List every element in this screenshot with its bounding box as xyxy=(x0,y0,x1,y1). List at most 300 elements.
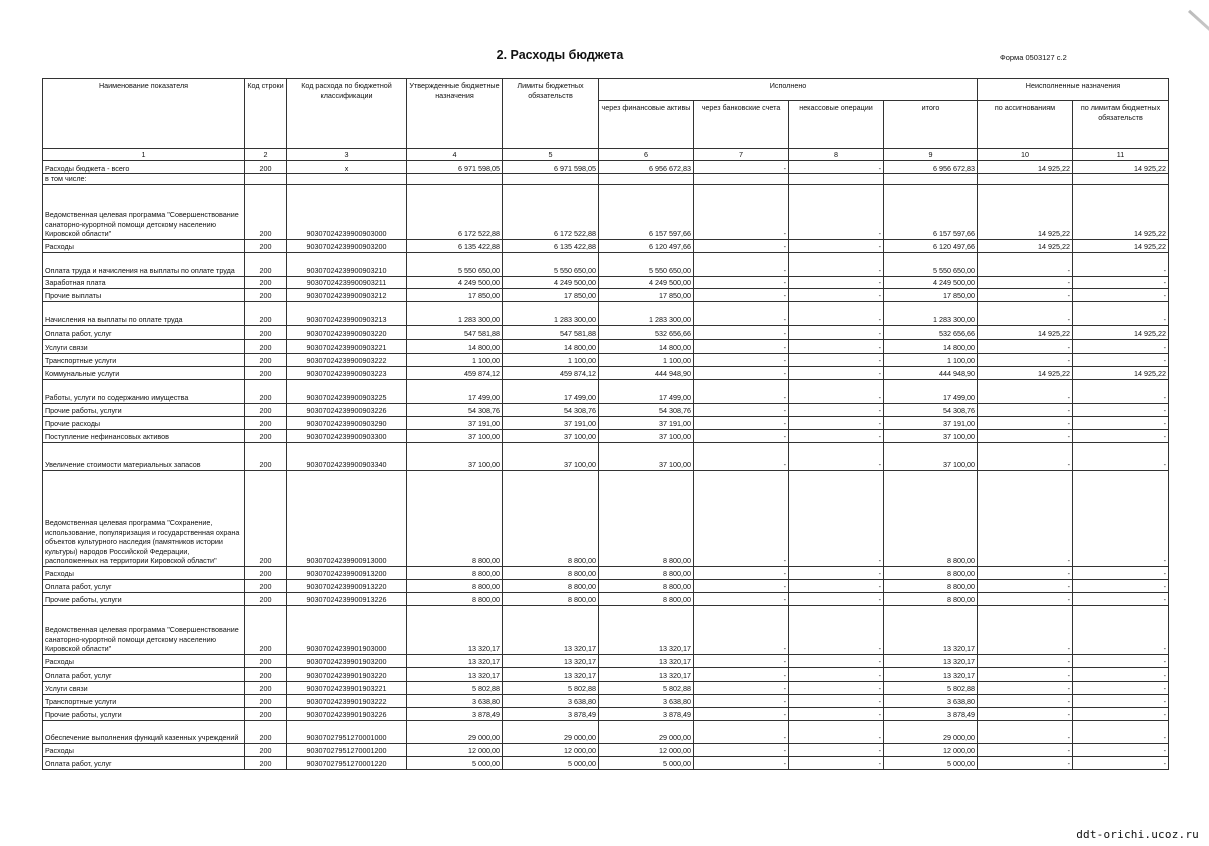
col-number: 2 xyxy=(245,149,287,161)
row-exec-bank: - xyxy=(694,252,789,276)
row-exec-bank: - xyxy=(694,161,789,174)
row-unexec-limits: - xyxy=(1073,252,1169,276)
row-budget-code: 90307024239900903212 xyxy=(287,288,407,301)
row-code: 200 xyxy=(245,252,287,276)
row-exec-total: 6 157 597,66 xyxy=(884,184,978,239)
row-limits: 4 249 500,00 xyxy=(503,276,599,288)
row-exec-total: 37 100,00 xyxy=(884,442,978,470)
row-unexec-limits: - xyxy=(1073,743,1169,756)
row-limits: 37 191,00 xyxy=(503,416,599,429)
row-exec-noncash: - xyxy=(789,252,884,276)
row-exec-fin: 8 800,00 xyxy=(599,470,694,566)
row-budget-code: 90307024239900913226 xyxy=(287,592,407,605)
row-code: 200 xyxy=(245,756,287,769)
row-code: 200 xyxy=(245,592,287,605)
row-exec-bank: - xyxy=(694,756,789,769)
row-approved xyxy=(407,174,503,185)
row-exec-fin: 1 283 300,00 xyxy=(599,301,694,325)
row-exec-noncash: - xyxy=(789,756,884,769)
row-limits: 13 320,17 xyxy=(503,667,599,681)
row-exec-fin: 532 656,66 xyxy=(599,325,694,339)
row-code: 200 xyxy=(245,276,287,288)
row-approved: 5 000,00 xyxy=(407,756,503,769)
row-approved: 37 100,00 xyxy=(407,442,503,470)
row-exec-total: 8 800,00 xyxy=(884,566,978,579)
row-budget-code: 90307024239901903000 xyxy=(287,605,407,654)
row-budget-code: 90307024239900903211 xyxy=(287,276,407,288)
row-unexec-limits: - xyxy=(1073,694,1169,707)
row-exec-fin: 5 550 650,00 xyxy=(599,252,694,276)
row-limits: 5 550 650,00 xyxy=(503,252,599,276)
row-unexec-limits: - xyxy=(1073,403,1169,416)
row-exec-noncash: - xyxy=(789,707,884,720)
row-budget-code: x xyxy=(287,161,407,174)
row-unexec-limits: - xyxy=(1073,288,1169,301)
row-exec-fin: 13 320,17 xyxy=(599,667,694,681)
row-exec-fin: 3 638,80 xyxy=(599,694,694,707)
row-exec-noncash: - xyxy=(789,416,884,429)
row-name: Прочие работы, услуги xyxy=(43,592,245,605)
row-code: 200 xyxy=(245,288,287,301)
row-exec-noncash: - xyxy=(789,654,884,667)
row-limits: 5 000,00 xyxy=(503,756,599,769)
table-row xyxy=(43,301,1169,325)
col-number: 10 xyxy=(978,149,1073,161)
row-budget-code: 90307024239900913000 xyxy=(287,470,407,566)
row-unexec-assign: - xyxy=(978,694,1073,707)
row-approved: 17 850,00 xyxy=(407,288,503,301)
row-exec-total: 8 800,00 xyxy=(884,592,978,605)
row-name: Расходы бюджета - всего xyxy=(43,161,245,174)
row-limits: 459 874,12 xyxy=(503,366,599,379)
row-exec-total: 1 100,00 xyxy=(884,353,978,366)
table-row xyxy=(43,667,1169,681)
row-code: 200 xyxy=(245,654,287,667)
row-limits: 29 000,00 xyxy=(503,720,599,743)
row-unexec-limits: - xyxy=(1073,416,1169,429)
row-exec-noncash: - xyxy=(789,161,884,174)
row-unexec-limits: - xyxy=(1073,276,1169,288)
row-exec-fin: 6 120 497,66 xyxy=(599,239,694,252)
row-approved: 547 581,88 xyxy=(407,325,503,339)
row-budget-code: 90307024239900903000 xyxy=(287,184,407,239)
row-unexec-limits: 14 925,22 xyxy=(1073,239,1169,252)
row-unexec-assign: - xyxy=(978,301,1073,325)
col-number: 5 xyxy=(503,149,599,161)
row-budget-code: 90307027951270001220 xyxy=(287,756,407,769)
row-budget-code: 90307024239901903226 xyxy=(287,707,407,720)
col-number: 4 xyxy=(407,149,503,161)
row-approved: 8 800,00 xyxy=(407,470,503,566)
row-exec-fin: 6 956 672,83 xyxy=(599,161,694,174)
row-exec-noncash: - xyxy=(789,403,884,416)
row-unexec-assign: 14 925,22 xyxy=(978,184,1073,239)
row-exec-bank: - xyxy=(694,654,789,667)
table-row xyxy=(43,339,1169,353)
table-row xyxy=(43,353,1169,366)
row-budget-code: 90307024239900903340 xyxy=(287,442,407,470)
row-budget-code: 90307024239900903222 xyxy=(287,353,407,366)
table-row xyxy=(43,681,1169,694)
row-name: Начисления на выплаты по оплате труда xyxy=(43,301,245,325)
row-budget-code: 90307027951270001200 xyxy=(287,743,407,756)
row-exec-total: 3 878,49 xyxy=(884,707,978,720)
row-exec-total: 17 499,00 xyxy=(884,379,978,403)
row-exec-bank: - xyxy=(694,276,789,288)
row-unexec-limits: - xyxy=(1073,720,1169,743)
row-unexec-assign: - xyxy=(978,720,1073,743)
row-code: 200 xyxy=(245,470,287,566)
row-approved: 6 971 598,05 xyxy=(407,161,503,174)
row-limits: 5 802,88 xyxy=(503,681,599,694)
row-exec-fin: 29 000,00 xyxy=(599,720,694,743)
col-number: 7 xyxy=(694,149,789,161)
row-unexec-assign: - xyxy=(978,743,1073,756)
row-exec-bank: - xyxy=(694,720,789,743)
row-limits: 8 800,00 xyxy=(503,566,599,579)
header-approved: Утвержденные бюджетные назначения xyxy=(407,79,503,149)
row-exec-noncash: - xyxy=(789,720,884,743)
row-budget-code: 90307024239900903220 xyxy=(287,325,407,339)
row-unexec-limits: - xyxy=(1073,681,1169,694)
row-name: Транспортные услуги xyxy=(43,694,245,707)
row-name: Обеспечение выполнения функций казенных учреждений xyxy=(43,720,245,743)
table-row xyxy=(43,184,1169,239)
table-row xyxy=(43,325,1169,339)
row-name: Увеличение стоимости материальных запасов xyxy=(43,442,245,470)
row-budget-code: 90307024239900903210 xyxy=(287,252,407,276)
table-row xyxy=(43,174,1169,185)
row-approved: 37 100,00 xyxy=(407,429,503,442)
table-row xyxy=(43,566,1169,579)
scan-artifact xyxy=(1188,10,1209,86)
header-name: Наименование показателя xyxy=(43,79,245,149)
row-budget-code: 90307024239901903200 xyxy=(287,654,407,667)
row-limits: 3 878,49 xyxy=(503,707,599,720)
row-name: Прочие выплаты xyxy=(43,288,245,301)
row-exec-total xyxy=(884,174,978,185)
row-limits: 37 100,00 xyxy=(503,429,599,442)
row-code xyxy=(245,174,287,185)
row-exec-total: 1 283 300,00 xyxy=(884,301,978,325)
row-name: Оплата работ, услуг xyxy=(43,579,245,592)
row-name: Поступление нефинансовых активов xyxy=(43,429,245,442)
row-exec-total: 5 550 650,00 xyxy=(884,252,978,276)
row-exec-noncash: - xyxy=(789,184,884,239)
row-code: 200 xyxy=(245,379,287,403)
row-limits: 1 100,00 xyxy=(503,353,599,366)
row-exec-bank: - xyxy=(694,403,789,416)
row-exec-noncash: - xyxy=(789,429,884,442)
table-row xyxy=(43,366,1169,379)
page-title: 2. Расходы бюджета xyxy=(496,48,624,62)
row-exec-fin: 3 878,49 xyxy=(599,707,694,720)
budget-expenses-table xyxy=(42,78,1169,770)
row-unexec-limits: - xyxy=(1073,353,1169,366)
row-limits: 8 800,00 xyxy=(503,470,599,566)
row-exec-bank: - xyxy=(694,339,789,353)
row-unexec-assign: - xyxy=(978,605,1073,654)
col-number: 1 xyxy=(43,149,245,161)
row-approved: 4 249 500,00 xyxy=(407,276,503,288)
row-unexec-assign: - xyxy=(978,276,1073,288)
table-row xyxy=(43,707,1169,720)
row-exec-noncash: - xyxy=(789,239,884,252)
row-exec-fin: 17 850,00 xyxy=(599,288,694,301)
row-unexec-limits xyxy=(1073,174,1169,185)
row-exec-bank: - xyxy=(694,379,789,403)
row-exec-total: 6 956 672,83 xyxy=(884,161,978,174)
row-budget-code: 90307024239900903213 xyxy=(287,301,407,325)
header-limits: Лимиты бюджетных обязательств xyxy=(503,79,599,149)
row-exec-noncash: - xyxy=(789,379,884,403)
header-exec-fin: через финансовые активы xyxy=(599,101,694,149)
row-name: в том числе: xyxy=(43,174,245,185)
row-exec-fin: 37 100,00 xyxy=(599,429,694,442)
row-unexec-assign: - xyxy=(978,429,1073,442)
row-exec-fin: 13 320,17 xyxy=(599,605,694,654)
row-exec-fin: 14 800,00 xyxy=(599,339,694,353)
row-exec-total: 14 800,00 xyxy=(884,339,978,353)
row-code: 200 xyxy=(245,681,287,694)
row-exec-noncash: - xyxy=(789,566,884,579)
table-row xyxy=(43,470,1169,566)
table-body xyxy=(43,161,1169,770)
row-name: Прочие расходы xyxy=(43,416,245,429)
row-limits: 6 971 598,05 xyxy=(503,161,599,174)
row-exec-bank: - xyxy=(694,353,789,366)
row-unexec-assign: - xyxy=(978,667,1073,681)
row-unexec-assign: - xyxy=(978,252,1073,276)
row-exec-bank: - xyxy=(694,667,789,681)
row-approved: 1 100,00 xyxy=(407,353,503,366)
row-code: 200 xyxy=(245,325,287,339)
row-name: Расходы xyxy=(43,654,245,667)
row-budget-code: 90307024239900903300 xyxy=(287,429,407,442)
row-unexec-assign xyxy=(978,174,1073,185)
row-exec-noncash: - xyxy=(789,325,884,339)
row-name: Оплата работ, услуг xyxy=(43,325,245,339)
row-name: Транспортные услуги xyxy=(43,353,245,366)
row-exec-bank: - xyxy=(694,416,789,429)
header-budget-code: Код расхода по бюджетной классификации xyxy=(287,79,407,149)
row-limits: 8 800,00 xyxy=(503,592,599,605)
row-name: Оплата труда и начисления на выплаты по оплате труда xyxy=(43,252,245,276)
row-approved: 12 000,00 xyxy=(407,743,503,756)
header-code: Код строки xyxy=(245,79,287,149)
row-name: Расходы xyxy=(43,239,245,252)
row-code: 200 xyxy=(245,403,287,416)
row-limits: 13 320,17 xyxy=(503,654,599,667)
row-limits: 6 135 422,88 xyxy=(503,239,599,252)
row-unexec-assign: - xyxy=(978,416,1073,429)
row-budget-code: 90307024239901903220 xyxy=(287,667,407,681)
row-budget-code: 90307024239900913220 xyxy=(287,579,407,592)
row-code: 200 xyxy=(245,694,287,707)
table-row xyxy=(43,379,1169,403)
row-exec-fin: 8 800,00 xyxy=(599,592,694,605)
row-limits: 13 320,17 xyxy=(503,605,599,654)
row-budget-code: 90307027951270001000 xyxy=(287,720,407,743)
row-exec-total: 37 100,00 xyxy=(884,429,978,442)
row-approved: 6 135 422,88 xyxy=(407,239,503,252)
row-name: Услуги связи xyxy=(43,681,245,694)
row-code: 200 xyxy=(245,429,287,442)
row-unexec-limits: 14 925,22 xyxy=(1073,325,1169,339)
row-budget-code: 90307024239900903223 xyxy=(287,366,407,379)
row-exec-noncash: - xyxy=(789,579,884,592)
row-unexec-assign: - xyxy=(978,681,1073,694)
row-unexec-assign: - xyxy=(978,470,1073,566)
header-exec-total: итого xyxy=(884,101,978,149)
row-unexec-assign: - xyxy=(978,353,1073,366)
col-number: 3 xyxy=(287,149,407,161)
row-budget-code: 90307024239900903226 xyxy=(287,403,407,416)
row-name: Оплата работ, услуг xyxy=(43,667,245,681)
row-unexec-assign: - xyxy=(978,442,1073,470)
row-exec-bank: - xyxy=(694,301,789,325)
row-exec-noncash: - xyxy=(789,339,884,353)
table-row xyxy=(43,239,1169,252)
row-exec-total: 8 800,00 xyxy=(884,470,978,566)
table-row xyxy=(43,276,1169,288)
row-approved: 3 638,80 xyxy=(407,694,503,707)
row-exec-bank: - xyxy=(694,592,789,605)
table-row xyxy=(43,161,1169,174)
row-name: Прочие работы, услуги xyxy=(43,403,245,416)
row-unexec-limits: - xyxy=(1073,339,1169,353)
row-unexec-assign: - xyxy=(978,592,1073,605)
row-name: Ведомственная целевая программа "Совершенствование санаторно-курортной помощи детскому населению Кировской области" xyxy=(43,605,245,654)
row-unexec-assign: 14 925,22 xyxy=(978,161,1073,174)
row-approved: 14 800,00 xyxy=(407,339,503,353)
row-limits: 547 581,88 xyxy=(503,325,599,339)
row-exec-total: 8 800,00 xyxy=(884,579,978,592)
row-budget-code: 90307024239900903200 xyxy=(287,239,407,252)
row-exec-bank: - xyxy=(694,366,789,379)
row-limits: 17 850,00 xyxy=(503,288,599,301)
row-unexec-assign: 14 925,22 xyxy=(978,325,1073,339)
row-budget-code: 90307024239900903290 xyxy=(287,416,407,429)
row-unexec-assign: 14 925,22 xyxy=(978,366,1073,379)
row-exec-bank: - xyxy=(694,566,789,579)
table-row xyxy=(43,429,1169,442)
row-exec-total: 54 308,76 xyxy=(884,403,978,416)
row-approved: 8 800,00 xyxy=(407,566,503,579)
row-exec-fin: 6 157 597,66 xyxy=(599,184,694,239)
row-code: 200 xyxy=(245,366,287,379)
row-exec-noncash: - xyxy=(789,605,884,654)
row-unexec-limits: - xyxy=(1073,654,1169,667)
row-budget-code: 90307024239900903225 xyxy=(287,379,407,403)
row-name: Ведомственная целевая программа "Совершенствование санаторно-курортной помощи детскому населению Кировской области" xyxy=(43,184,245,239)
site-watermark: ddt-orichi.ucoz.ru xyxy=(1076,828,1199,841)
row-limits: 37 100,00 xyxy=(503,442,599,470)
row-name: Коммунальные услуги xyxy=(43,366,245,379)
row-exec-noncash: - xyxy=(789,743,884,756)
table-row xyxy=(43,694,1169,707)
row-exec-bank: - xyxy=(694,184,789,239)
row-unexec-assign: 14 925,22 xyxy=(978,239,1073,252)
row-exec-fin: 54 308,76 xyxy=(599,403,694,416)
row-exec-bank: - xyxy=(694,579,789,592)
row-approved: 8 800,00 xyxy=(407,579,503,592)
row-code: 200 xyxy=(245,566,287,579)
header-unexec-assign: по ассигнованиям xyxy=(978,101,1073,149)
row-exec-fin: 12 000,00 xyxy=(599,743,694,756)
header-unexecuted: Неисполненные назначения xyxy=(978,79,1169,101)
row-unexec-assign: - xyxy=(978,707,1073,720)
row-approved: 5 550 650,00 xyxy=(407,252,503,276)
row-approved: 37 191,00 xyxy=(407,416,503,429)
row-code: 200 xyxy=(245,667,287,681)
table-row xyxy=(43,442,1169,470)
row-exec-fin: 37 100,00 xyxy=(599,442,694,470)
row-code: 200 xyxy=(245,184,287,239)
row-unexec-limits: - xyxy=(1073,667,1169,681)
row-exec-fin: 8 800,00 xyxy=(599,579,694,592)
header-exec-bank: через банковские счета xyxy=(694,101,789,149)
row-exec-noncash: - xyxy=(789,442,884,470)
row-unexec-limits: - xyxy=(1073,429,1169,442)
row-approved: 29 000,00 xyxy=(407,720,503,743)
row-code: 200 xyxy=(245,416,287,429)
row-unexec-limits: 14 925,22 xyxy=(1073,161,1169,174)
row-budget-code: 90307024239901903221 xyxy=(287,681,407,694)
row-limits: 6 172 522,88 xyxy=(503,184,599,239)
row-exec-noncash: - xyxy=(789,288,884,301)
row-exec-bank: - xyxy=(694,325,789,339)
row-exec-fin: 37 191,00 xyxy=(599,416,694,429)
row-exec-total: 532 656,66 xyxy=(884,325,978,339)
row-limits: 1 283 300,00 xyxy=(503,301,599,325)
table-row xyxy=(43,416,1169,429)
row-budget-code: 90307024239900903221 xyxy=(287,339,407,353)
row-name: Услуги связи xyxy=(43,339,245,353)
row-approved: 5 802,88 xyxy=(407,681,503,694)
row-exec-noncash: - xyxy=(789,276,884,288)
row-unexec-assign: - xyxy=(978,654,1073,667)
table-row xyxy=(43,252,1169,276)
row-limits: 3 638,80 xyxy=(503,694,599,707)
row-limits xyxy=(503,174,599,185)
row-name: Расходы xyxy=(43,743,245,756)
row-exec-fin: 8 800,00 xyxy=(599,566,694,579)
row-exec-bank: - xyxy=(694,429,789,442)
row-exec-noncash: - xyxy=(789,592,884,605)
row-name: Заработная плата xyxy=(43,276,245,288)
row-approved: 6 172 522,88 xyxy=(407,184,503,239)
row-unexec-limits: 14 925,22 xyxy=(1073,184,1169,239)
row-name: Работы, услуги по содержанию имущества xyxy=(43,379,245,403)
row-unexec-limits: - xyxy=(1073,605,1169,654)
row-exec-total: 5 000,00 xyxy=(884,756,978,769)
header-exec-noncash: некассовые операции xyxy=(789,101,884,149)
row-exec-bank: - xyxy=(694,743,789,756)
row-name: Ведомственная целевая программа "Сохранение, использование, популяризация и государственная охрана объектов культурного наследия (памятников истории культуры) народов Российской Федерации, расположенных на территории Кировской области" xyxy=(43,470,245,566)
column-number-row xyxy=(43,149,1169,161)
row-exec-noncash: - xyxy=(789,681,884,694)
col-number: 6 xyxy=(599,149,694,161)
row-unexec-assign: - xyxy=(978,403,1073,416)
row-code: 200 xyxy=(245,161,287,174)
row-unexec-assign: - xyxy=(978,379,1073,403)
row-exec-bank: - xyxy=(694,470,789,566)
row-exec-bank: - xyxy=(694,442,789,470)
row-unexec-limits: - xyxy=(1073,566,1169,579)
header-executed: Исполнено xyxy=(599,79,978,101)
row-code: 200 xyxy=(245,720,287,743)
